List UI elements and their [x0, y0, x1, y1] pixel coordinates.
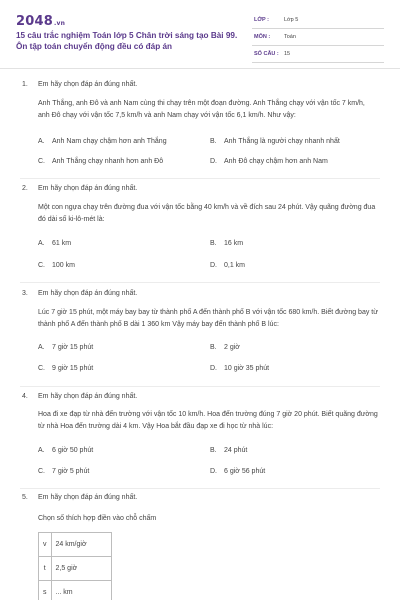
meta-panel	[252, 14, 384, 65]
option-letter: D.	[210, 262, 217, 269]
option-text: 7 giờ 5 phút	[52, 468, 90, 475]
option-a[interactable]	[38, 240, 71, 247]
option-text: 6 giờ 50 phút	[52, 447, 94, 454]
option-a[interactable]	[38, 447, 93, 454]
option-letter: C.	[38, 262, 45, 269]
document-title: 15 câu trắc nghiệm Toán lớp 5 Chân trời sáng tạo Bài 99. Ôn tập toán chuyển động đều có đáp án	[16, 31, 238, 51]
option-letter: D.	[210, 365, 217, 372]
table-row	[39, 557, 112, 581]
table-row	[39, 533, 112, 557]
question-body: Một con ngựa chạy trên đường đua với vận tốc bằng 40 km/h và về đích sau 24 phút. Vậy quãng đường đua đó dài số ki-lô-mét là:	[38, 204, 376, 223]
table-cell-value: 2,5 giờ	[51, 557, 111, 581]
question-body: Lúc 7 giờ 15 phút, một máy bay bay từ thành phố A đến thành phố B với vận tốc 680 km/h. Biết đường bay từ thành phố A đến thành phố B dài 1 360 km Vậy máy bay đến thành phố B lúc:	[38, 309, 378, 328]
option-text: 6 giờ 56 phút	[224, 468, 266, 475]
meta-row-grade	[252, 14, 384, 29]
option-text: Anh Nam chạy chậm hơn anh Thắng	[52, 138, 167, 145]
table-row	[39, 581, 112, 600]
table-cell-key: t	[39, 557, 52, 581]
question-separator	[20, 282, 380, 283]
option-text: 16 km	[224, 240, 244, 247]
option-letter: B.	[210, 138, 217, 145]
question-separator	[20, 178, 380, 179]
option-text: 10 giờ 35 phút	[224, 365, 270, 372]
meta-row-count	[252, 48, 384, 63]
option-b[interactable]	[210, 447, 247, 454]
option-text: 61 km	[52, 240, 72, 247]
header-divider	[0, 68, 400, 69]
fill-in-table	[38, 532, 112, 600]
meta-row-subject	[252, 31, 384, 46]
site-logo[interactable]	[16, 14, 65, 29]
logo-tld: .vn	[53, 20, 66, 27]
document-header	[0, 0, 400, 68]
question-number: 4.	[22, 393, 28, 400]
option-d[interactable]	[210, 158, 328, 165]
option-d[interactable]	[210, 468, 265, 475]
option-text: Anh Đô chạy chậm hơn anh Nam	[224, 158, 328, 165]
option-letter: B.	[210, 240, 217, 247]
meta-value: Toán	[284, 34, 296, 40]
option-letter: C.	[38, 365, 45, 372]
meta-key: LỚP :	[254, 17, 269, 23]
question-number: 2.	[22, 185, 28, 192]
option-c[interactable]	[38, 365, 93, 372]
option-text: Anh Thắng là người chạy nhanh nhất	[224, 138, 340, 145]
meta-value: 15	[284, 51, 291, 57]
question-prompt: Em hãy chọn đáp án đúng nhất.	[38, 290, 138, 297]
option-letter: D.	[210, 158, 217, 165]
meta-key: MÔN :	[254, 34, 271, 40]
option-b[interactable]	[210, 344, 240, 351]
question-separator	[20, 488, 380, 489]
option-letter: B.	[210, 344, 217, 351]
option-letter: C.	[38, 468, 45, 475]
option-d[interactable]	[210, 365, 269, 372]
option-letter: A.	[38, 138, 45, 145]
option-text: 7 giờ 15 phút	[52, 344, 94, 351]
option-letter: A.	[38, 240, 45, 247]
option-text: 0,1 km	[224, 262, 246, 269]
option-c[interactable]	[38, 262, 75, 269]
meta-value: Lớp 5	[284, 17, 299, 23]
question-body: Chọn số thích hợp điền vào chỗ chấm	[38, 515, 157, 522]
option-d[interactable]	[210, 262, 245, 269]
question-prompt: Em hãy chọn đáp án đúng nhất.	[38, 81, 138, 88]
table-cell-key: v	[39, 533, 52, 557]
question-body: Hoa đi xe đạp từ nhà đến trường với vận tốc 10 km/h. Hoa đến trường đúng 7 giờ 20 phút. Biết quãng đường từ nhà Hoa đến trường dài 4 km. Vậy Hoa bắt đầu đạp xe đi học từ nhà lúc:	[38, 411, 378, 430]
option-letter: A.	[38, 447, 45, 454]
question-prompt: Em hãy chọn đáp án đúng nhất.	[38, 494, 138, 501]
question-separator	[20, 386, 380, 387]
option-text: 24 phút	[224, 447, 248, 454]
option-letter: D.	[210, 468, 217, 475]
option-text: 2 giờ	[224, 344, 240, 351]
question-prompt: Em hãy chọn đáp án đúng nhất.	[38, 185, 138, 192]
option-letter: B.	[210, 447, 217, 454]
question-number: 5.	[22, 494, 28, 501]
question-body: Anh Thắng, anh Đô và anh Nam cùng thi chạy trên một đoạn đường. Anh Thắng chạy với vận tốc 7 km/h, anh Đô chạy với vận tốc 7,5 km/h và anh Nam chạy với vận tốc 6,1 km/h. Như vậy:	[38, 100, 365, 119]
logo-text: 2048	[16, 14, 53, 29]
meta-key: SỐ CÂU :	[254, 51, 279, 57]
table-cell-value: 24 km/giờ	[51, 533, 111, 557]
option-text: Anh Thắng chạy nhanh hơn anh Đô	[52, 158, 164, 165]
option-b[interactable]	[210, 138, 340, 145]
table-cell-value[interactable]: ... km	[51, 581, 111, 600]
option-c[interactable]	[38, 158, 163, 165]
option-c[interactable]	[38, 468, 89, 475]
table-cell-key: s	[39, 581, 52, 600]
question-number: 1.	[22, 81, 28, 88]
option-letter: A.	[38, 344, 45, 351]
option-text: 9 giờ 15 phút	[52, 365, 94, 372]
option-b[interactable]	[210, 240, 243, 247]
question-number: 3.	[22, 290, 28, 297]
option-a[interactable]	[38, 344, 93, 351]
option-a[interactable]	[38, 138, 167, 145]
option-letter: C.	[38, 158, 45, 165]
question-prompt: Em hãy chọn đáp án đúng nhất.	[38, 393, 138, 400]
option-text: 100 km	[52, 262, 75, 269]
